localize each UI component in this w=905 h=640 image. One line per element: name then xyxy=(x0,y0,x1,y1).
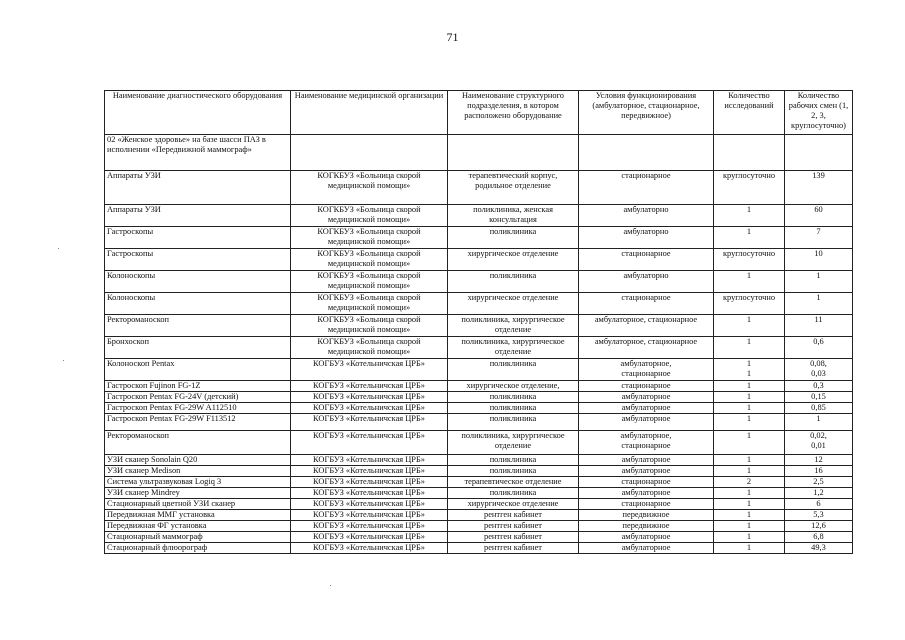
study-count-cell: 1 xyxy=(714,510,785,521)
study-count-cell xyxy=(714,135,785,171)
study-count-cell: 1 xyxy=(714,431,785,455)
shifts-cell: 1 xyxy=(785,414,853,431)
study-count-cell: 1 xyxy=(714,403,785,414)
conditions-cell: передвижное xyxy=(579,510,714,521)
column-header-organization: Наименование медицинской организации xyxy=(291,91,448,135)
conditions-cell: амбулаторное xyxy=(579,403,714,414)
equipment-cell: Гастроскоп Pentax FG-29W A112510 xyxy=(105,403,291,414)
department-cell: поликлиника, женская консультация xyxy=(448,205,579,227)
organization-cell: КОГБУЗ «Котельничская ЦРБ» xyxy=(291,381,448,392)
organization-cell: КОГКБУЗ «Больница скорой медицинской помощи» xyxy=(291,205,448,227)
organization-cell: КОГБУЗ «Котельничская ЦРБ» xyxy=(291,499,448,510)
equipment-cell: УЗИ сканер Sonolain Q20 xyxy=(105,455,291,466)
department-cell: поликлиника xyxy=(448,466,579,477)
organization-cell: КОГБУЗ «Котельничская ЦРБ» xyxy=(291,477,448,488)
study-count-cell: 1 xyxy=(714,315,785,337)
shifts-cell: 1 xyxy=(785,271,853,293)
equipment-cell: Стационарный маммограф xyxy=(105,532,291,543)
shifts-cell: 6,8 xyxy=(785,532,853,543)
equipment-table xyxy=(104,90,853,554)
equipment-cell: УЗИ сканер Mindrey xyxy=(105,488,291,499)
equipment-cell: Система ультразвуковая Logiq 3 xyxy=(105,477,291,488)
conditions-cell: стационарное xyxy=(579,477,714,488)
table-row xyxy=(105,532,853,543)
conditions-cell: амбулаторное xyxy=(579,455,714,466)
table-row xyxy=(105,510,853,521)
equipment-cell: Аппараты УЗИ xyxy=(105,171,291,205)
equipment-cell: Ректороманоскоп xyxy=(105,315,291,337)
department-cell: поликлиника xyxy=(448,488,579,499)
shifts-cell: 0,6 xyxy=(785,337,853,359)
organization-cell: КОГКБУЗ «Больница скорой медицинской помощи» xyxy=(291,271,448,293)
shifts-cell: 0,02, 0,01 xyxy=(785,431,853,455)
equipment-cell: Колоноскопы xyxy=(105,293,291,315)
scan-speck xyxy=(63,360,64,361)
conditions-cell: амбулаторное xyxy=(579,488,714,499)
study-count-cell: 1 1 xyxy=(714,359,785,381)
department-cell xyxy=(448,135,579,171)
conditions-cell: амбулаторное xyxy=(579,392,714,403)
department-cell: терапевтический корпус, родильное отделение xyxy=(448,171,579,205)
shifts-cell: 2,5 xyxy=(785,477,853,488)
organization-cell: КОГБУЗ «Котельничская ЦРБ» xyxy=(291,543,448,554)
table-row xyxy=(105,271,853,293)
shifts-cell: 139 xyxy=(785,171,853,205)
department-cell: рентген кабинет xyxy=(448,521,579,532)
organization-cell: КОГКБУЗ «Больница скорой медицинской помощи» xyxy=(291,227,448,249)
shifts-cell: 0,3 xyxy=(785,381,853,392)
study-count-cell: круглосуточно xyxy=(714,249,785,271)
department-cell: поликлиника xyxy=(448,359,579,381)
equipment-cell: Гастроскопы xyxy=(105,249,291,271)
department-cell: рентген кабинет xyxy=(448,543,579,554)
conditions-cell: стационарное xyxy=(579,381,714,392)
shifts-cell: 12 xyxy=(785,455,853,466)
study-count-cell: 1 xyxy=(714,466,785,477)
organization-cell: КОГБУЗ «Котельничская ЦРБ» xyxy=(291,392,448,403)
shifts-cell: 0,85 xyxy=(785,403,853,414)
table-row xyxy=(105,135,853,171)
organization-cell: КОГБУЗ «Котельничская ЦРБ» xyxy=(291,455,448,466)
conditions-cell: стационарное xyxy=(579,499,714,510)
equipment-cell: УЗИ сканер Medison xyxy=(105,466,291,477)
conditions-cell: амбулаторное xyxy=(579,532,714,543)
conditions-cell: передвижное xyxy=(579,521,714,532)
column-header-study-count: Количество исследований xyxy=(714,91,785,135)
organization-cell: КОГКБУЗ «Больница скорой медицинской помощи» xyxy=(291,293,448,315)
table-header-row xyxy=(105,91,853,135)
equipment-cell: Аппараты УЗИ xyxy=(105,205,291,227)
equipment-cell: Гастроскоп Pentax FG-24V (детский) xyxy=(105,392,291,403)
equipment-cell: Передвижная ММГ установка xyxy=(105,510,291,521)
department-cell: поликлиника xyxy=(448,414,579,431)
conditions-cell: амбулаторное, стационарное xyxy=(579,359,714,381)
conditions-cell: стационарное xyxy=(579,249,714,271)
study-count-cell: 1 xyxy=(714,532,785,543)
study-count-cell: 1 xyxy=(714,205,785,227)
equipment-cell: Гастроскоп Pentax FG-29W F113512 xyxy=(105,414,291,431)
organization-cell: КОГБУЗ «Котельничская ЦРБ» xyxy=(291,510,448,521)
study-count-cell: 2 xyxy=(714,477,785,488)
study-count-cell: круглосуточно xyxy=(714,171,785,205)
conditions-cell: амбулаторное xyxy=(579,414,714,431)
shifts-cell: 12,6 xyxy=(785,521,853,532)
table-row xyxy=(105,249,853,271)
conditions-cell xyxy=(579,135,714,171)
study-count-cell: 1 xyxy=(714,499,785,510)
organization-cell: КОГКБУЗ «Больница скорой медицинской помощи» xyxy=(291,249,448,271)
equipment-cell: 02 «Женское здоровье» на базе шасси ПАЗ в исполнении «Передвижной маммограф» xyxy=(105,135,291,171)
conditions-cell: амбулаторное, стационарное xyxy=(579,315,714,337)
study-count-cell: круглосуточно xyxy=(714,293,785,315)
equipment-cell: Гастроскоп Fujinon FG-1Z xyxy=(105,381,291,392)
shifts-cell xyxy=(785,135,853,171)
equipment-cell: Ректороманоскоп xyxy=(105,431,291,455)
table-row xyxy=(105,227,853,249)
organization-cell: КОГБУЗ «Котельничская ЦРБ» xyxy=(291,359,448,381)
organization-cell xyxy=(291,135,448,171)
department-cell: терапевтическое отделение xyxy=(448,477,579,488)
department-cell: поликлиника xyxy=(448,455,579,466)
table-row xyxy=(105,171,853,205)
table-row xyxy=(105,543,853,554)
study-count-cell: 1 xyxy=(714,392,785,403)
equipment-cell: Стационарный цветной УЗИ сканер xyxy=(105,499,291,510)
department-cell: хирургическое отделение, xyxy=(448,381,579,392)
table-row xyxy=(105,455,853,466)
column-header-conditions: Условия функционирования (амбулаторное, стационарное, передвижное) xyxy=(579,91,714,135)
shifts-cell: 1 xyxy=(785,293,853,315)
organization-cell: КОГКБУЗ «Больница скорой медицинской помощи» xyxy=(291,171,448,205)
department-cell: поликлиника xyxy=(448,227,579,249)
table-row xyxy=(105,359,853,381)
department-cell: поликлиника, хирургическое отделение xyxy=(448,337,579,359)
column-header-equipment: Наименование диагностического оборудования xyxy=(105,91,291,135)
shifts-cell: 10 xyxy=(785,249,853,271)
study-count-cell: 1 xyxy=(714,271,785,293)
study-count-cell: 1 xyxy=(714,455,785,466)
department-cell: поликлиника xyxy=(448,392,579,403)
organization-cell: КОГБУЗ «Котельничская ЦРБ» xyxy=(291,403,448,414)
table-row xyxy=(105,293,853,315)
study-count-cell: 1 xyxy=(714,488,785,499)
shifts-cell: 7 xyxy=(785,227,853,249)
scan-speck xyxy=(330,585,331,586)
conditions-cell: амбулаторное, стационарное xyxy=(579,337,714,359)
department-cell: поликлиника, хирургическое отделение xyxy=(448,315,579,337)
organization-cell: КОГБУЗ «Котельничская ЦРБ» xyxy=(291,488,448,499)
equipment-cell: Колоноскоп Pentax xyxy=(105,359,291,381)
study-count-cell: 1 xyxy=(714,337,785,359)
conditions-cell: амбулаторно xyxy=(579,227,714,249)
table-row xyxy=(105,466,853,477)
shifts-cell: 60 xyxy=(785,205,853,227)
department-cell: хирургическое отделение xyxy=(448,499,579,510)
table-row xyxy=(105,521,853,532)
shifts-cell: 0,08, 0,03 xyxy=(785,359,853,381)
shifts-cell: 6 xyxy=(785,499,853,510)
page-number: 71 xyxy=(446,30,459,44)
organization-cell: КОГБУЗ «Котельничская ЦРБ» xyxy=(291,532,448,543)
equipment-cell: Гастроскопы xyxy=(105,227,291,249)
organization-cell: КОГКБУЗ «Больница скорой медицинской помощи» xyxy=(291,315,448,337)
shifts-cell: 5,3 xyxy=(785,510,853,521)
study-count-cell: 1 xyxy=(714,543,785,554)
study-count-cell: 1 xyxy=(714,227,785,249)
department-cell: поликлиника, хирургическое отделение xyxy=(448,431,579,455)
column-header-shifts: Количество рабочих смен (1, 2, 3, круглосуточно) xyxy=(785,91,853,135)
conditions-cell: стационарное xyxy=(579,293,714,315)
table-row xyxy=(105,205,853,227)
column-header-department: Наименование структурного подразделения, в котором расположено оборудование xyxy=(448,91,579,135)
table-row xyxy=(105,414,853,431)
department-cell: поликлиника xyxy=(448,271,579,293)
equipment-cell: Колоноскопы xyxy=(105,271,291,293)
table-row xyxy=(105,337,853,359)
shifts-cell: 0,15 xyxy=(785,392,853,403)
department-cell: хирургическое отделение xyxy=(448,293,579,315)
department-cell: рентген кабинет xyxy=(448,532,579,543)
equipment-cell: Стационарный флюорограф xyxy=(105,543,291,554)
equipment-cell: Бронхоскоп xyxy=(105,337,291,359)
table-body xyxy=(105,135,853,554)
table-row xyxy=(105,477,853,488)
shifts-cell: 1,2 xyxy=(785,488,853,499)
table-row xyxy=(105,431,853,455)
shifts-cell: 16 xyxy=(785,466,853,477)
conditions-cell: амбулаторно xyxy=(579,205,714,227)
organization-cell: КОГКБУЗ «Больница скорой медицинской помощи» xyxy=(291,337,448,359)
table-row xyxy=(105,315,853,337)
organization-cell: КОГБУЗ «Котельничская ЦРБ» xyxy=(291,414,448,431)
equipment-cell: Передвижная ФГ установка xyxy=(105,521,291,532)
scan-speck xyxy=(58,248,59,249)
table-row xyxy=(105,499,853,510)
organization-cell: КОГБУЗ «Котельничская ЦРБ» xyxy=(291,466,448,477)
study-count-cell: 1 xyxy=(714,414,785,431)
shifts-cell: 11 xyxy=(785,315,853,337)
organization-cell: КОГБУЗ «Котельничская ЦРБ» xyxy=(291,431,448,455)
conditions-cell: амбулаторное xyxy=(579,543,714,554)
table-row xyxy=(105,403,853,414)
organization-cell: КОГБУЗ «Котельничская ЦРБ» xyxy=(291,521,448,532)
study-count-cell: 1 xyxy=(714,381,785,392)
table-row xyxy=(105,392,853,403)
conditions-cell: амбулаторное xyxy=(579,466,714,477)
conditions-cell: амбулаторное, стационарное xyxy=(579,431,714,455)
shifts-cell: 49,3 xyxy=(785,543,853,554)
study-count-cell: 1 xyxy=(714,521,785,532)
department-cell: рентген кабинет xyxy=(448,510,579,521)
conditions-cell: амбулаторно xyxy=(579,271,714,293)
table-row xyxy=(105,381,853,392)
department-cell: поликлиника xyxy=(448,403,579,414)
table-row xyxy=(105,488,853,499)
conditions-cell: стационарное xyxy=(579,171,714,205)
department-cell: хирургическое отделение xyxy=(448,249,579,271)
